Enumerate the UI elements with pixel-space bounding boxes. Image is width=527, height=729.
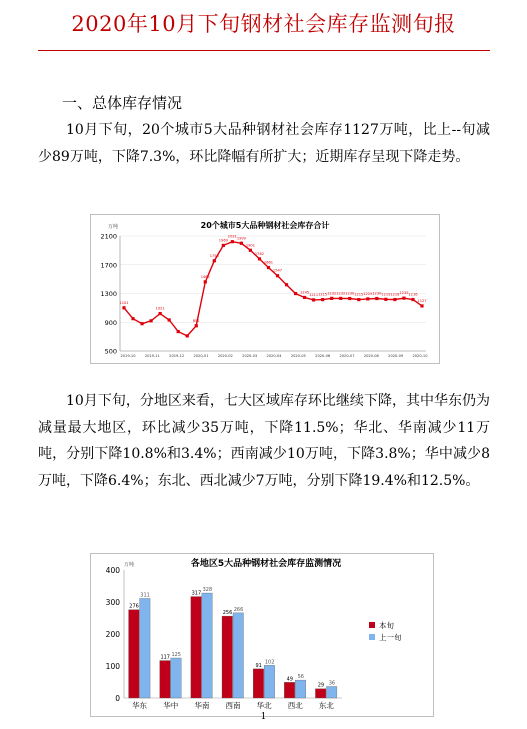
data-point: [222, 244, 225, 247]
data-point: [213, 259, 216, 262]
bar-value-label: 328: [202, 587, 213, 594]
legend-label: 上一旬: [379, 633, 402, 642]
bar-current: [222, 616, 233, 698]
data-point: [140, 322, 143, 325]
x-category-label: 西北: [287, 701, 303, 710]
data-point: [393, 298, 396, 301]
data-label: 1225: [363, 291, 373, 296]
y-tick-label: 200: [105, 630, 120, 639]
bar-value-label: 56: [297, 674, 304, 681]
x-category-label: 西南: [225, 701, 241, 710]
bar-value-label: 102: [264, 659, 275, 666]
x-tick-label: 2020-09: [388, 354, 404, 358]
y-axis-unit: 万吨: [124, 562, 135, 568]
data-point: [131, 317, 134, 320]
x-tick-label: 2020-02: [217, 354, 233, 358]
data-label: 1230: [372, 291, 382, 296]
bar-value-label: 117: [160, 654, 170, 661]
bar-value-label: 276: [129, 603, 139, 610]
data-point: [159, 312, 162, 315]
y-tick-label: 400: [105, 566, 120, 575]
x-tick-label: 2020-01: [193, 354, 209, 358]
data-point: [285, 283, 288, 286]
y-tick-label: 100: [105, 662, 120, 671]
data-label: 1235: [399, 291, 409, 296]
x-tick-label: 2020-10: [412, 354, 428, 358]
data-label: 1232: [336, 291, 346, 296]
data-point: [249, 249, 252, 252]
data-label: 1755: [209, 253, 219, 258]
y-tick-label: 300: [105, 598, 120, 607]
x-category-label: 华北: [256, 701, 272, 710]
bar-previous: [295, 680, 306, 698]
data-point: [312, 298, 315, 301]
bar-current: [284, 682, 295, 698]
data-label: 1101: [119, 300, 129, 305]
data-label: 1999: [236, 236, 246, 241]
bar-value-label: 49: [286, 676, 293, 683]
data-point: [149, 319, 152, 322]
data-point: [258, 257, 261, 260]
y-tick-label: 0: [115, 694, 120, 703]
data-label: 1969: [218, 238, 228, 243]
data-point: [267, 266, 270, 269]
bar-previous: [140, 598, 151, 698]
x-tick-label: 2020-03: [242, 354, 258, 358]
data-label: 1216: [408, 292, 418, 297]
data-point: [231, 240, 234, 243]
data-label: 1127: [417, 298, 427, 303]
x-category-label: 华南: [194, 701, 210, 710]
data-label: 1211: [309, 292, 319, 297]
data-point: [330, 297, 333, 300]
data-point: [411, 298, 414, 301]
bar-previous: [264, 665, 275, 698]
chart-title: 20个城市5大品种钢材社会库存合计: [200, 221, 330, 230]
data-label: 1219: [381, 292, 391, 297]
page-number: 1: [260, 712, 267, 722]
x-category-label: 华中: [163, 701, 179, 710]
paragraph-overall: 10月下旬，20个城市5大品种钢材社会库存1127万吨，比上--旬减少89万吨，下降7.3%，环比降幅有所扩大；近期库存呈现下降走势。: [38, 122, 490, 165]
data-point: [402, 297, 405, 300]
regional-bar-chart: [90, 553, 434, 717]
bar-previous: [233, 613, 244, 698]
section-heading: 一、总体库存情况: [62, 94, 183, 112]
data-label: 1215: [318, 292, 328, 297]
data-label: 1215: [354, 292, 364, 297]
bar-value-label: 125: [171, 652, 181, 658]
x-tick-label: 2020-05: [290, 354, 306, 358]
chart-title: 各地区5大品种钢材社会库存监测情况: [190, 559, 342, 569]
bar-previous: [171, 658, 182, 698]
bar-current: [160, 661, 171, 698]
data-point: [375, 297, 378, 300]
bar-value-label: 256: [222, 610, 233, 617]
y-tick-label: 1300: [100, 290, 117, 298]
data-label: 1901: [245, 243, 256, 248]
bar-value-label: 91: [255, 662, 262, 669]
data-point: [420, 304, 423, 307]
x-tick-label: 2019-12: [169, 354, 185, 358]
bar-previous: [326, 686, 337, 698]
data-label: 1230: [345, 291, 355, 296]
inventory-line-chart: [90, 214, 440, 364]
data-label: 1782: [254, 251, 265, 256]
bar-value-label: 36: [328, 680, 336, 687]
legend-swatch: [369, 622, 375, 628]
x-tick-label: 2020-06: [315, 354, 331, 358]
x-category-label: 东北: [318, 701, 334, 710]
legend-swatch: [369, 634, 375, 640]
data-point: [177, 330, 180, 333]
bar-current: [191, 597, 202, 698]
data-label: 1245: [300, 290, 310, 295]
data-point: [204, 280, 207, 283]
bar-value-label: 317: [191, 590, 202, 597]
data-point: [122, 306, 125, 309]
y-axis-unit: 万吨: [108, 224, 119, 230]
bar-previous: [202, 593, 213, 698]
bar-current: [315, 689, 326, 698]
x-category-label: 华东: [132, 701, 148, 710]
data-point: [357, 298, 360, 301]
legend-label: 本旬: [379, 621, 394, 630]
bar-current: [129, 610, 140, 698]
title-divider: [38, 50, 490, 51]
data-point: [384, 298, 387, 301]
data-point: [294, 292, 297, 295]
y-tick-label: 900: [104, 318, 117, 327]
x-tick-label: 2019-11: [144, 354, 160, 358]
data-point: [321, 298, 324, 301]
data-label: 2021: [227, 234, 237, 239]
data-label: 1216: [390, 292, 400, 297]
data-label: 1021: [155, 306, 165, 311]
x-tick-label: 2020-08: [363, 354, 379, 358]
data-point: [276, 274, 279, 277]
bar-value-label: 311: [140, 592, 150, 599]
data-label: 1232: [327, 291, 337, 296]
y-tick-label: 500: [104, 347, 117, 356]
bar-value-label: 266: [233, 606, 244, 613]
paragraph-regional: 10月下旬，分地区来看，七大区域库存环比继续下降，其中华东仍为减量最大地区，环比减少35万吨，下降11.5%；华北、华南减少11万吨，分别下降10.8%和3.4%；西南减少10万吨，下降3.8%；华中减少8万吨，下降6.4%；东北、西北减少7万吨，分别下降19.4%和12.5%。: [38, 393, 490, 489]
x-tick-label: 2020-07: [339, 354, 355, 358]
data-point: [366, 297, 369, 300]
x-tick-label: 2020-04: [266, 354, 282, 358]
data-label: 1661: [263, 260, 274, 265]
data-point: [348, 297, 351, 300]
data-point: [303, 296, 306, 299]
data-point: [186, 334, 189, 337]
y-tick-label: 1700: [100, 261, 117, 270]
bar-value-label: 29: [317, 682, 325, 689]
data-label: 1547: [272, 268, 283, 273]
data-point: [240, 242, 243, 245]
x-tick-label: 2019-10: [120, 354, 136, 358]
bar-current: [253, 669, 264, 698]
data-point: [339, 297, 342, 300]
data-point: [195, 324, 198, 327]
y-tick-label: 2100: [100, 232, 117, 241]
chart-frame: [91, 215, 440, 364]
document-title: 2020年10月下旬钢材社会库存监测旬报: [71, 12, 456, 36]
data-label: 851: [192, 318, 200, 323]
data-point: [168, 318, 171, 321]
data-label: 1462: [200, 274, 210, 279]
